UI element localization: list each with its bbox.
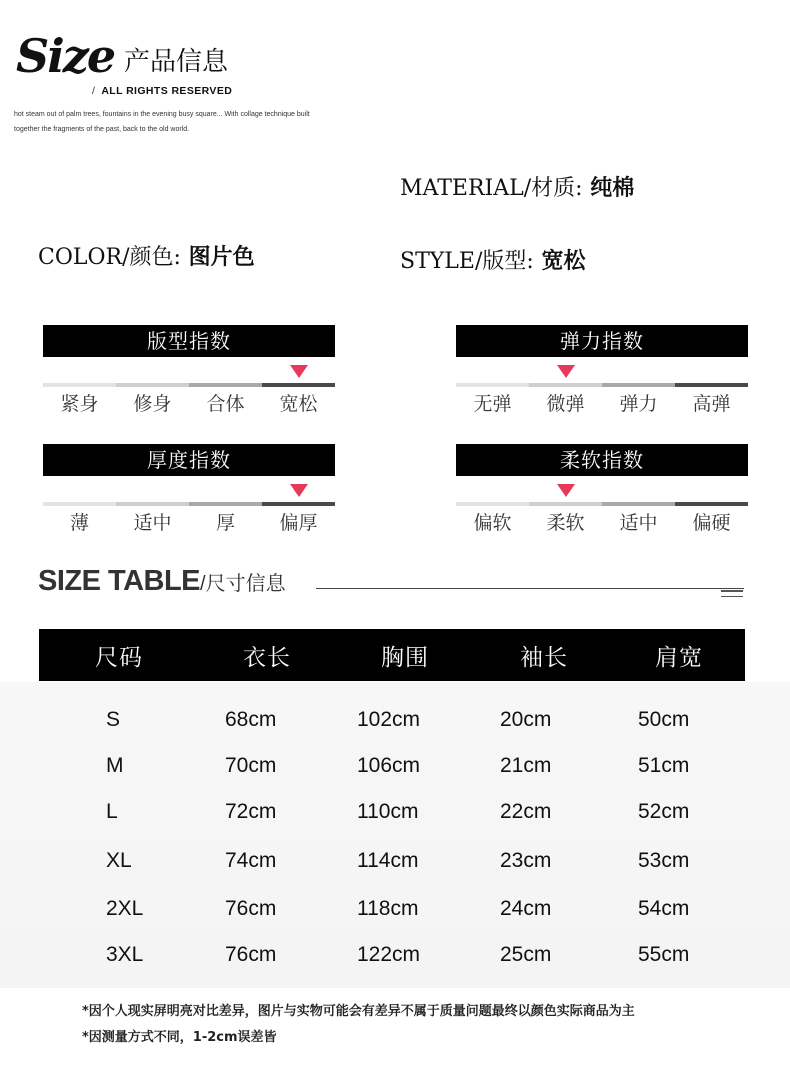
softness-label-3: 适中 bbox=[619, 512, 658, 534]
brand-subtitle: 产品信息 bbox=[124, 47, 229, 77]
fit-index bbox=[43, 325, 335, 419]
stretch-index-title: 弹力指数 bbox=[456, 325, 748, 357]
fit-label-4: 宽松 bbox=[279, 393, 318, 415]
softness-label-2: 柔软 bbox=[546, 512, 585, 534]
style-attribute bbox=[400, 246, 585, 277]
cell-size: L bbox=[106, 800, 118, 823]
cell-shoulder: 50cm bbox=[638, 708, 690, 731]
style-value: 宽松 bbox=[541, 248, 586, 274]
header-length: 衣长 bbox=[243, 644, 291, 671]
cell-size: 2XL bbox=[106, 897, 144, 920]
cell-chest: 114cm bbox=[357, 849, 419, 872]
rights-slash: / bbox=[92, 85, 96, 97]
material-key: MATERIAL/材质: bbox=[400, 176, 583, 201]
color-key: COLOR/颜色: bbox=[38, 245, 181, 270]
table-row bbox=[0, 932, 790, 978]
thickness-label-3: 厚 bbox=[215, 512, 235, 534]
cell-length: 76cm bbox=[225, 943, 277, 966]
material-value: 纯棉 bbox=[590, 175, 635, 201]
fit-label-3: 合体 bbox=[206, 393, 245, 415]
tagline-line-1: hot steam out of palm trees, fountains in the evening busy square... With collage technique built bbox=[14, 111, 310, 118]
header-shoulder: 肩宽 bbox=[655, 644, 703, 671]
table-row bbox=[0, 789, 790, 835]
softness-index bbox=[456, 444, 748, 538]
table-row bbox=[0, 886, 790, 932]
thickness-label-4: 偏厚 bbox=[279, 512, 318, 534]
header-size: 尺码 bbox=[95, 644, 143, 671]
cell-sleeve: 22cm bbox=[500, 800, 552, 823]
material-attribute bbox=[400, 173, 634, 204]
cell-sleeve: 23cm bbox=[500, 849, 552, 872]
size-table-header bbox=[39, 629, 745, 681]
cell-shoulder: 52cm bbox=[638, 800, 690, 823]
thickness-label-2: 适中 bbox=[133, 512, 172, 534]
cell-shoulder: 51cm bbox=[638, 754, 690, 777]
cell-chest: 122cm bbox=[357, 943, 421, 966]
cell-length: 72cm bbox=[225, 800, 277, 823]
cell-chest: 106cm bbox=[357, 754, 421, 777]
cell-shoulder: 55cm bbox=[638, 943, 690, 966]
cell-size: S bbox=[106, 708, 121, 731]
cell-length: 70cm bbox=[225, 754, 277, 777]
header-sleeve: 袖长 bbox=[520, 644, 568, 671]
cell-length: 76cm bbox=[225, 897, 277, 920]
fit-label-2: 修身 bbox=[133, 393, 172, 415]
stretch-label-3: 弹力 bbox=[619, 393, 658, 415]
table-row bbox=[0, 838, 790, 884]
header-chest: 胸围 bbox=[381, 644, 429, 671]
cell-size: M bbox=[106, 754, 124, 777]
rights-reserved bbox=[92, 85, 232, 97]
softness-label-4: 偏硬 bbox=[692, 512, 731, 534]
menu-lines-icon bbox=[721, 590, 743, 601]
cell-size: XL bbox=[106, 849, 132, 872]
thickness-label-1: 薄 bbox=[69, 512, 89, 534]
cell-shoulder: 54cm bbox=[638, 897, 690, 920]
fit-marker-icon bbox=[290, 365, 308, 378]
cell-sleeve: 24cm bbox=[500, 897, 552, 920]
table-row bbox=[0, 743, 790, 789]
title-divider bbox=[316, 588, 744, 589]
thickness-marker-icon bbox=[290, 484, 308, 497]
cell-sleeve: 20cm bbox=[500, 708, 552, 731]
stretch-marker-icon bbox=[557, 365, 575, 378]
measurement-note: *因测量方式不同，1-2cm误差皆 bbox=[82, 1030, 277, 1045]
color-attribute bbox=[38, 242, 255, 273]
cell-chest: 102cm bbox=[357, 708, 421, 731]
cell-chest: 118cm bbox=[357, 897, 419, 920]
color-value: 图片色 bbox=[188, 244, 255, 270]
fit-label-1: 紧身 bbox=[60, 393, 99, 415]
disclaimer-note: *因个人现实屏明亮对比差异，图片与实物可能会有差异不属于质量问题最终以颜色实际商品为主 bbox=[82, 1004, 635, 1019]
cell-size: 3XL bbox=[106, 943, 144, 966]
style-key: STYLE/版型: bbox=[400, 249, 534, 274]
rights-text: ALL RIGHTS RESERVED bbox=[101, 85, 233, 97]
cell-length: 68cm bbox=[225, 708, 277, 731]
thickness-index-title: 厚度指数 bbox=[43, 444, 335, 476]
tagline-line-2: together the fragments of the past, back to the old world. bbox=[14, 126, 190, 133]
cell-sleeve: 25cm bbox=[500, 943, 552, 966]
stretch-label-2: 微弹 bbox=[546, 393, 585, 415]
size-table-body bbox=[0, 682, 790, 988]
table-row bbox=[0, 697, 790, 743]
cell-chest: 110cm bbox=[357, 800, 419, 823]
brand-logo: Size bbox=[16, 29, 115, 83]
cell-length: 74cm bbox=[225, 849, 277, 872]
stretch-label-1: 无弹 bbox=[473, 393, 512, 415]
softness-marker-icon bbox=[557, 484, 575, 497]
fit-index-title: 版型指数 bbox=[43, 325, 335, 357]
softness-label-1: 偏软 bbox=[473, 512, 512, 534]
stretch-label-4: 高弹 bbox=[692, 393, 731, 415]
size-table-title bbox=[38, 565, 286, 598]
size-table-subtitle: /尺寸信息 bbox=[200, 573, 286, 595]
cell-shoulder: 53cm bbox=[638, 849, 690, 872]
size-table-title-text: SIZE TABLE bbox=[38, 565, 201, 597]
tagline bbox=[14, 107, 394, 137]
cell-sleeve: 21cm bbox=[500, 754, 552, 777]
softness-index-title: 柔软指数 bbox=[456, 444, 748, 476]
stretch-index bbox=[456, 325, 748, 419]
thickness-index bbox=[43, 444, 335, 538]
